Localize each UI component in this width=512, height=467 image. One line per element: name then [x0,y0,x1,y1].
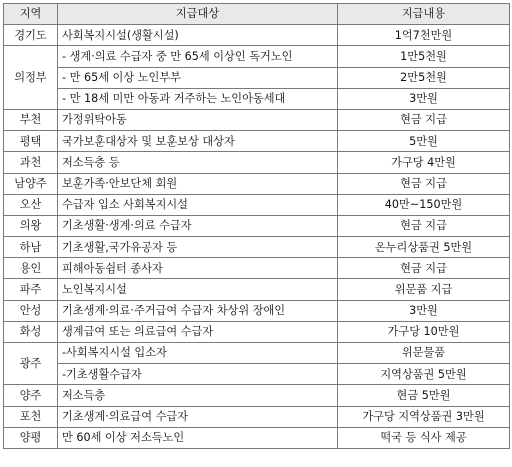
content-cell: 가구당 4만원 [338,152,510,173]
target-cell: 피해아동쉼터 종사자 [58,258,338,279]
target-cell: 생계급여 또는 의료급여 수급자 [58,321,338,342]
content-cell: 현금 지급 [338,173,510,194]
region-cell: 평택 [4,131,58,152]
target-cell: -기초생활수급자 [58,364,338,385]
content-cell: 현금 지급 [338,215,510,236]
region-cell: 파주 [4,279,58,300]
table-row [4,427,510,448]
table-row [4,321,510,342]
region-cell: 화성 [4,321,58,342]
region-cell: 광주 [4,343,58,385]
header-region: 지역 [4,4,58,25]
table-row [4,67,510,88]
content-cell: 지역상품권 5만원 [338,364,510,385]
target-cell: -사회복지시설 입소자 [58,343,338,364]
target-cell: 보훈가족·안보단체 회원 [58,173,338,194]
table-row [4,46,510,67]
region-cell: 경기도 [4,25,58,46]
content-cell: 1만5천원 [338,46,510,67]
target-cell: - 생계·의료 수급자 중 만 65세 이상인 독거노인 [58,46,338,67]
table-row [4,215,510,236]
target-cell: - 만 18세 미만 아동과 거주하는 노인아동세대 [58,88,338,109]
target-cell: 만 60세 이상 저소득노인 [58,427,338,448]
table-row [4,258,510,279]
target-cell: 저소득층 등 [58,152,338,173]
target-cell: 사회복지시설(생활시설) [58,25,338,46]
region-cell: 의정부 [4,46,58,110]
content-cell: 2만5천원 [338,67,510,88]
region-cell: 부천 [4,109,58,130]
region-cell: 안성 [4,300,58,321]
content-cell: 떡국 등 식사 제공 [338,427,510,448]
table-row [4,173,510,194]
table-row [4,152,510,173]
content-cell: 3만원 [338,300,510,321]
table-row [4,25,510,46]
target-cell: 국가보훈대상자 및 보훈보상 대상자 [58,131,338,152]
region-cell: 양평 [4,427,58,448]
content-cell: 3만원 [338,88,510,109]
content-cell: 위문물품 [338,343,510,364]
region-cell: 용인 [4,258,58,279]
header-target: 지급대상 [58,4,338,25]
table-row [4,364,510,385]
table-row [4,406,510,427]
region-cell: 하남 [4,237,58,258]
table-row [4,343,510,364]
target-cell: 저소득층 [58,385,338,406]
table-row [4,131,510,152]
target-cell: - 만 65세 이상 노인부부 [58,67,338,88]
support-table [3,3,510,449]
target-cell: 기초생활,국가유공자 등 [58,237,338,258]
table-row [4,279,510,300]
table-row [4,194,510,215]
target-cell: 기초생활·생계·의료 수급자 [58,215,338,236]
content-cell: 현금 5만원 [338,385,510,406]
content-cell: 5만원 [338,131,510,152]
target-cell: 기초생계·의료급여 수급자 [58,406,338,427]
region-cell: 오산 [4,194,58,215]
target-cell: 수급자 입소 사회복지시설 [58,194,338,215]
region-cell: 포천 [4,406,58,427]
region-cell: 남양주 [4,173,58,194]
content-cell: 가구당 지역상품권 3만원 [338,406,510,427]
content-cell: 현금 지급 [338,109,510,130]
header-content: 지급내용 [338,4,510,25]
target-cell: 기초생계·의료·주거급여 수급자 차상위 장애인 [58,300,338,321]
table-row [4,237,510,258]
table-row [4,385,510,406]
target-cell: 가정위탁아동 [58,109,338,130]
target-cell: 노인복지시설 [58,279,338,300]
content-cell: 위문품 지급 [338,279,510,300]
document-page [3,3,510,449]
region-cell: 의왕 [4,215,58,236]
region-cell: 과천 [4,152,58,173]
content-cell: 가구당 10만원 [338,321,510,342]
table-row [4,109,510,130]
content-cell: 현금 지급 [338,258,510,279]
table-row [4,88,510,109]
content-cell: 1억7천만원 [338,25,510,46]
content-cell: 온누리상품권 5만원 [338,237,510,258]
content-cell: 40만~150만원 [338,194,510,215]
table-row [4,300,510,321]
table-header-row [4,4,510,25]
region-cell: 양주 [4,385,58,406]
